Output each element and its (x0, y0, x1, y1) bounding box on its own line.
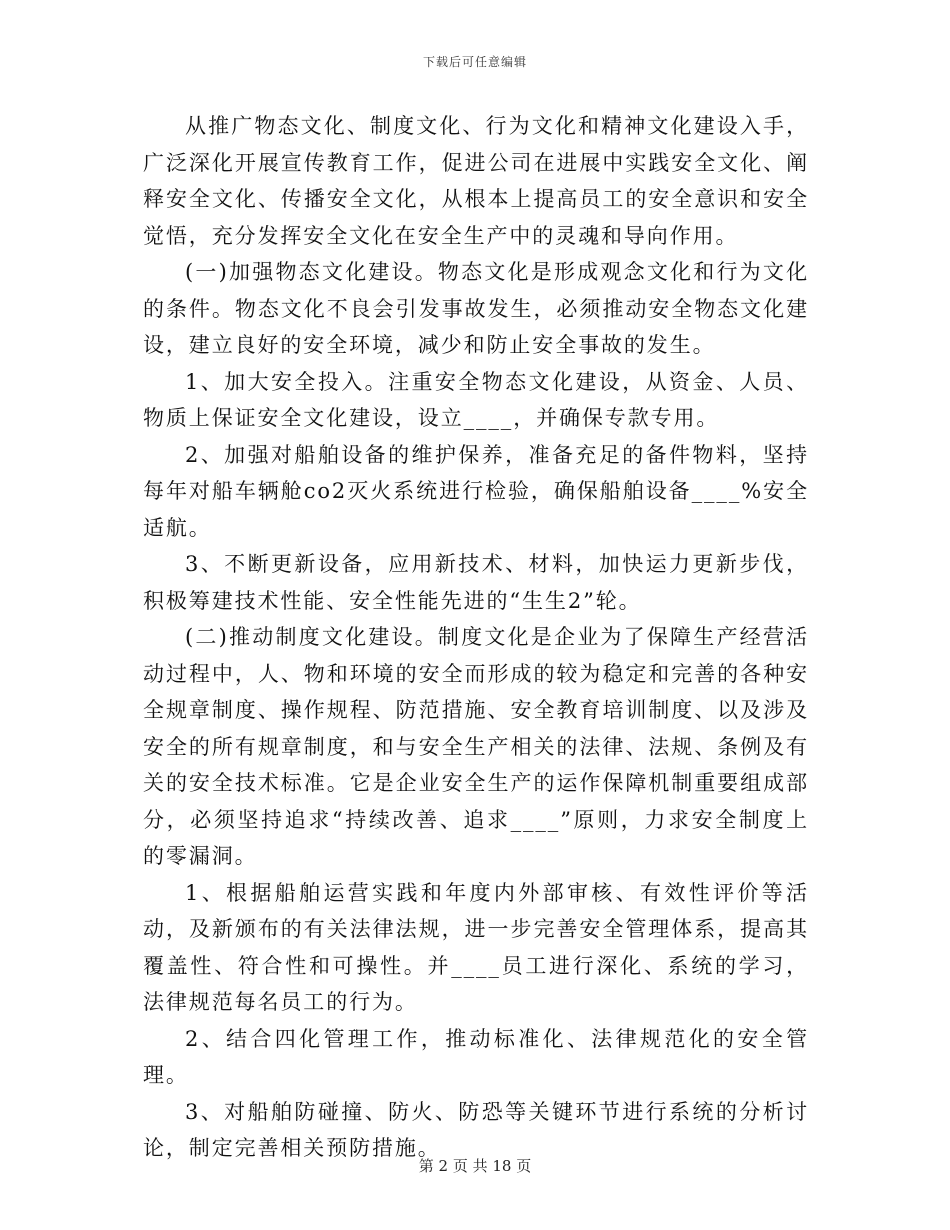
paragraph-intro: 从推广物态文化、制度文化、行为文化和精神文化建设入手，广泛深化开展宣传教育工作，促进公司在进展中实践安全文化、阐释安全文化、传播安全文化，从根本上提高员工的安全意识和安全觉悟，充分发挥安全文化在安全生产中的灵魂和导向作用。 (143, 114, 809, 248)
paragraph-item-1-1: 1、加大安全投入。注重安全物态文化建设，从资金、人员、物质上保证安全文化建设，设立____，并确保专款专用。 (143, 369, 809, 430)
paragraph-item-2-1: 1、根据船舶运营实践和年度内外部审核、有效性评价等活动，及新颁布的有关法律法规，进一步完善安全管理体系，提高其覆盖性、符合性和可操性。并____员工进行深化、系统的学习，法律规范每名员工的行为。 (143, 880, 809, 1014)
paragraph-item-1-2: 2、加强对船舶设备的维护保养，准备充足的备件物料，坚持每年对船车辆舱co2灭火系统进行检验，确保船舶设备____%安全适航。 (143, 442, 809, 540)
paragraph-item-2-2: 2、结合四化管理工作，推动标准化、法律规范化的安全管理。 (143, 1026, 809, 1087)
page-number: 第 2 页 共 18 页 (418, 1157, 532, 1175)
document-body (143, 108, 809, 1167)
page-header: 下载后可任意编辑 (422, 55, 527, 69)
paragraph-item-1-3: 3、不断更新设备，应用新技术、材料，加快运力更新步伐，积极筹建技术性能、安全性能先进的“生生2”轮。 (143, 552, 809, 613)
paragraph-section-1-heading: (一)加强物态文化建设。物态文化是形成观念文化和行为文化的条件。物态文化不良会引发事故发生，必须推动安全物态文化建设，建立良好的安全环境，减少和防止安全事故的发生。 (143, 260, 809, 357)
paragraph-item-2-3: 3、对船舶防碰撞、防火、防恐等关键环节进行系统的分析讨论，制定完善相关预防措施。 (143, 1099, 809, 1160)
paragraph-section-2-heading: (二)推动制度文化建设。制度文化是企业为了保障生产经营活动过程中，人、物和环境的安全而形成的较为稳定和完善的各种安全规章制度、操作规程、防范措施、安全教育培训制度、以及涉及安全的所有规章制度，和与安全生产相关的法律、法规、条例及有关的安全技术标准。它是企业安全生产的运作保障机制重要组成部分，必须坚持追求“持续改善、追求____”原则，力求安全制度上的零漏洞。 (143, 625, 809, 868)
